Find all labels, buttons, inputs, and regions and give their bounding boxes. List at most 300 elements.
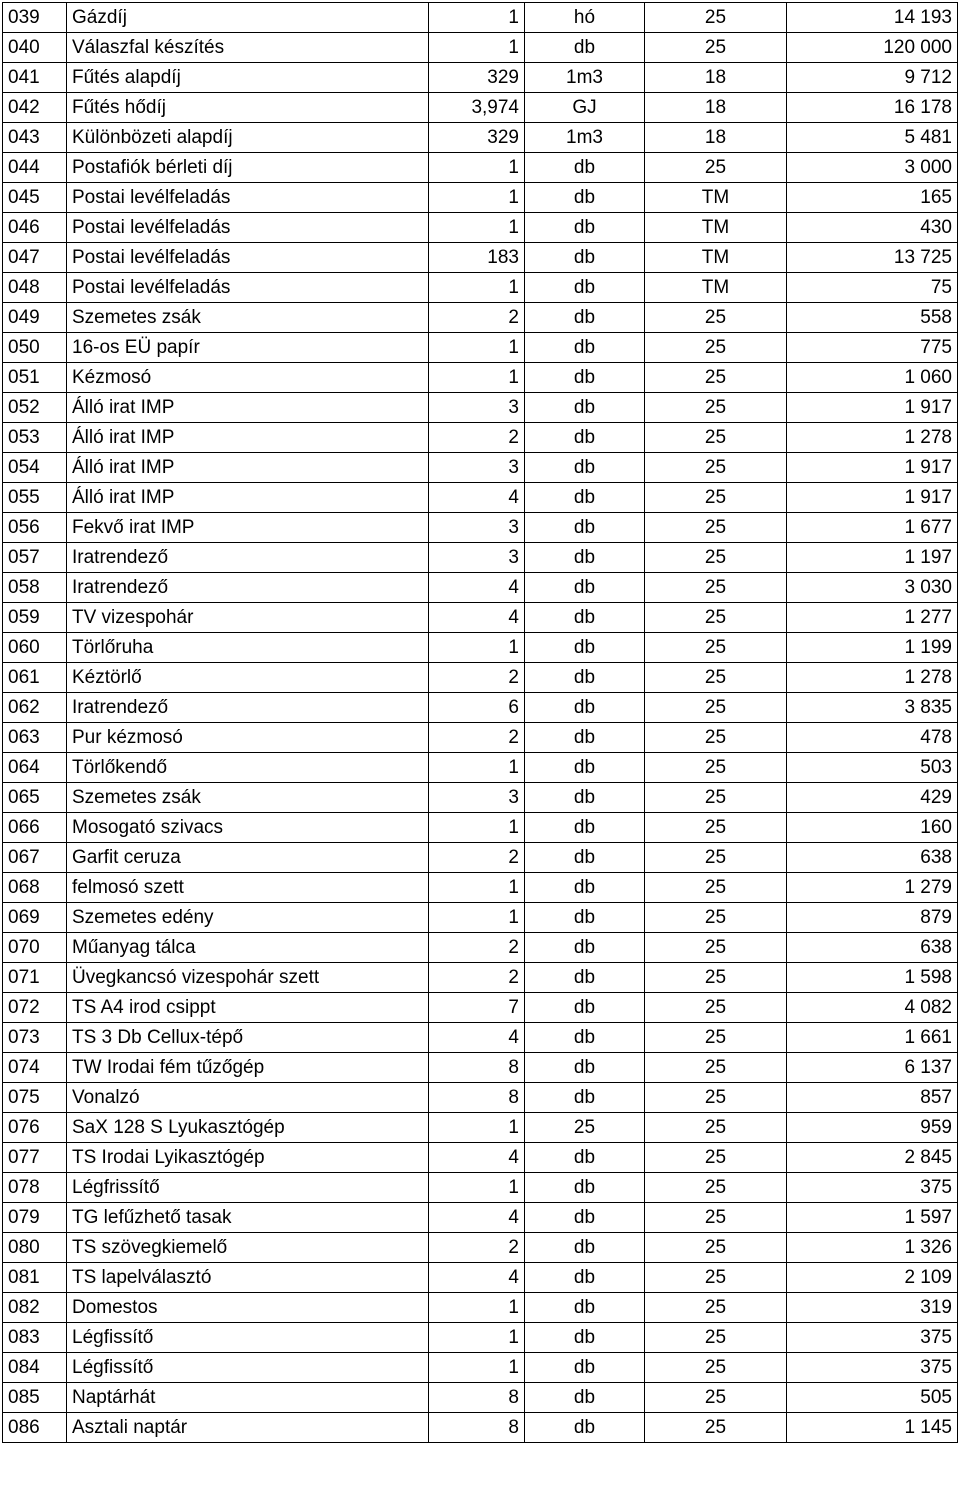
item-name-cell: Kéztörlő <box>67 663 429 693</box>
item-code-cell: 039 <box>3 3 67 33</box>
item-name-cell: Iratrendező <box>67 693 429 723</box>
amount-cell: 1 661 <box>787 1023 958 1053</box>
quantity-cell: 4 <box>429 1203 525 1233</box>
quantity-cell: 183 <box>429 243 525 273</box>
unit-cell: db <box>525 423 645 453</box>
quantity-cell: 8 <box>429 1053 525 1083</box>
table-row <box>3 303 958 333</box>
unit-cell: db <box>525 1293 645 1323</box>
quantity-cell: 4 <box>429 573 525 603</box>
item-name-cell: TS 3 Db Cellux-tépő <box>67 1023 429 1053</box>
vat-rate-cell: 25 <box>645 513 787 543</box>
quantity-cell: 1 <box>429 903 525 933</box>
vat-rate-cell: 25 <box>645 783 787 813</box>
vat-rate-cell: 25 <box>645 753 787 783</box>
unit-cell: db <box>525 1233 645 1263</box>
vat-rate-cell: 25 <box>645 663 787 693</box>
unit-cell: db <box>525 1383 645 1413</box>
item-name-cell: Szemetes zsák <box>67 783 429 813</box>
unit-cell: db <box>525 243 645 273</box>
unit-cell: db <box>525 1203 645 1233</box>
item-code-cell: 043 <box>3 123 67 153</box>
amount-cell: 1 145 <box>787 1413 958 1443</box>
item-code-cell: 040 <box>3 33 67 63</box>
item-code-cell: 053 <box>3 423 67 453</box>
amount-cell: 2 109 <box>787 1263 958 1293</box>
unit-cell: db <box>525 603 645 633</box>
item-code-cell: 065 <box>3 783 67 813</box>
amount-cell: 505 <box>787 1383 958 1413</box>
unit-cell: db <box>525 843 645 873</box>
table-row <box>3 1143 958 1173</box>
unit-cell: db <box>525 933 645 963</box>
table-row <box>3 1293 958 1323</box>
item-code-cell: 057 <box>3 543 67 573</box>
item-name-cell: Szemetes edény <box>67 903 429 933</box>
table-row <box>3 213 958 243</box>
table-row <box>3 813 958 843</box>
quantity-cell: 4 <box>429 483 525 513</box>
vat-rate-cell: 25 <box>645 303 787 333</box>
table-row <box>3 1413 958 1443</box>
quantity-cell: 1 <box>429 1293 525 1323</box>
amount-cell: 503 <box>787 753 958 783</box>
item-name-cell: Kézmosó <box>67 363 429 393</box>
unit-cell: hó <box>525 3 645 33</box>
item-name-cell: TS Irodai Lyikasztógép <box>67 1143 429 1173</box>
table-row <box>3 783 958 813</box>
item-code-cell: 047 <box>3 243 67 273</box>
unit-cell: db <box>525 513 645 543</box>
item-name-cell: Postai levélfeladás <box>67 183 429 213</box>
quantity-cell: 1 <box>429 1173 525 1203</box>
item-name-cell: Fűtés alapdíj <box>67 63 429 93</box>
amount-cell: 1 917 <box>787 453 958 483</box>
table-row <box>3 423 958 453</box>
amount-cell: 375 <box>787 1173 958 1203</box>
item-code-cell: 067 <box>3 843 67 873</box>
vat-rate-cell: 25 <box>645 1023 787 1053</box>
item-code-cell: 052 <box>3 393 67 423</box>
quantity-cell: 6 <box>429 693 525 723</box>
vat-rate-cell: 25 <box>645 363 787 393</box>
quantity-cell: 1 <box>429 633 525 663</box>
table-row <box>3 1053 958 1083</box>
quantity-cell: 1 <box>429 363 525 393</box>
table-row <box>3 1173 958 1203</box>
vat-rate-cell: 25 <box>645 153 787 183</box>
table-row <box>3 273 958 303</box>
vat-rate-cell: 25 <box>645 1263 787 1293</box>
item-name-cell: Fűtés hődíj <box>67 93 429 123</box>
vat-rate-cell: 25 <box>645 483 787 513</box>
unit-cell: db <box>525 903 645 933</box>
table-row <box>3 453 958 483</box>
quantity-cell: 1 <box>429 1353 525 1383</box>
item-name-cell: Álló irat IMP <box>67 393 429 423</box>
item-name-cell: Postai levélfeladás <box>67 273 429 303</box>
unit-cell: db <box>525 783 645 813</box>
quantity-cell: 1 <box>429 273 525 303</box>
amount-cell: 775 <box>787 333 958 363</box>
item-name-cell: TW Irodai fém tűzőgép <box>67 1053 429 1083</box>
vat-rate-cell: 25 <box>645 633 787 663</box>
quantity-cell: 2 <box>429 723 525 753</box>
item-code-cell: 068 <box>3 873 67 903</box>
item-code-cell: 084 <box>3 1353 67 1383</box>
unit-cell: db <box>525 273 645 303</box>
item-name-cell: felmosó szett <box>67 873 429 903</box>
item-code-cell: 048 <box>3 273 67 303</box>
quantity-cell: 2 <box>429 963 525 993</box>
table-row <box>3 123 958 153</box>
vat-rate-cell: 18 <box>645 93 787 123</box>
unit-cell: db <box>525 1173 645 1203</box>
amount-cell: 1 197 <box>787 543 958 573</box>
item-code-cell: 074 <box>3 1053 67 1083</box>
table-row <box>3 903 958 933</box>
quantity-cell: 3,974 <box>429 93 525 123</box>
amount-cell: 319 <box>787 1293 958 1323</box>
vat-rate-cell: 25 <box>645 543 787 573</box>
item-code-cell: 066 <box>3 813 67 843</box>
item-code-cell: 080 <box>3 1233 67 1263</box>
table-row <box>3 333 958 363</box>
item-name-cell: Asztali naptár <box>67 1413 429 1443</box>
quantity-cell: 3 <box>429 513 525 543</box>
item-code-cell: 069 <box>3 903 67 933</box>
item-code-cell: 049 <box>3 303 67 333</box>
amount-cell: 558 <box>787 303 958 333</box>
vat-rate-cell: 25 <box>645 693 787 723</box>
unit-cell: db <box>525 1323 645 1353</box>
item-code-cell: 071 <box>3 963 67 993</box>
item-code-cell: 062 <box>3 693 67 723</box>
unit-cell: db <box>525 693 645 723</box>
amount-cell: 478 <box>787 723 958 753</box>
table-row <box>3 873 958 903</box>
unit-cell: db <box>525 393 645 423</box>
amount-cell: 1 277 <box>787 603 958 633</box>
amount-cell: 879 <box>787 903 958 933</box>
item-code-cell: 070 <box>3 933 67 963</box>
item-code-cell: 073 <box>3 1023 67 1053</box>
quantity-cell: 3 <box>429 453 525 483</box>
table-row <box>3 393 958 423</box>
vat-rate-cell: 25 <box>645 1233 787 1263</box>
expense-table <box>2 2 958 1443</box>
unit-cell: db <box>525 303 645 333</box>
quantity-cell: 4 <box>429 1023 525 1053</box>
item-name-cell: SaX 128 S Lyukasztógép <box>67 1113 429 1143</box>
unit-cell: db <box>525 363 645 393</box>
quantity-cell: 2 <box>429 663 525 693</box>
item-name-cell: Válaszfal készítés <box>67 33 429 63</box>
quantity-cell: 329 <box>429 123 525 153</box>
unit-cell: db <box>525 213 645 243</box>
item-name-cell: Pur kézmosó <box>67 723 429 753</box>
vat-rate-cell: 25 <box>645 1143 787 1173</box>
table-row <box>3 513 958 543</box>
item-code-cell: 056 <box>3 513 67 543</box>
unit-cell: db <box>525 33 645 63</box>
vat-rate-cell: 25 <box>645 873 787 903</box>
item-name-cell: Műanyag tálca <box>67 933 429 963</box>
vat-rate-cell: 25 <box>645 933 787 963</box>
unit-cell: db <box>525 153 645 183</box>
item-name-cell: Postai levélfeladás <box>67 243 429 273</box>
unit-cell: GJ <box>525 93 645 123</box>
table-row <box>3 1383 958 1413</box>
unit-cell: db <box>525 993 645 1023</box>
amount-cell: 375 <box>787 1323 958 1353</box>
unit-cell: db <box>525 1083 645 1113</box>
table-row <box>3 243 958 273</box>
item-name-cell: Légfissítő <box>67 1353 429 1383</box>
vat-rate-cell: 25 <box>645 903 787 933</box>
unit-cell: db <box>525 333 645 363</box>
quantity-cell: 1 <box>429 873 525 903</box>
item-name-cell: Naptárhát <box>67 1383 429 1413</box>
vat-rate-cell: 25 <box>645 1173 787 1203</box>
table-row <box>3 183 958 213</box>
table-row <box>3 603 958 633</box>
amount-cell: 3 000 <box>787 153 958 183</box>
unit-cell: db <box>525 483 645 513</box>
vat-rate-cell: 25 <box>645 393 787 423</box>
item-name-cell: Üvegkancsó vizespohár szett <box>67 963 429 993</box>
table-row <box>3 3 958 33</box>
item-code-cell: 059 <box>3 603 67 633</box>
amount-cell: 120 000 <box>787 33 958 63</box>
amount-cell: 1 326 <box>787 1233 958 1263</box>
vat-rate-cell: 25 <box>645 1413 787 1443</box>
vat-rate-cell: TM <box>645 183 787 213</box>
item-code-cell: 064 <box>3 753 67 783</box>
vat-rate-cell: 18 <box>645 123 787 153</box>
table-row <box>3 963 958 993</box>
table-row <box>3 1233 958 1263</box>
vat-rate-cell: 25 <box>645 1113 787 1143</box>
quantity-cell: 1 <box>429 183 525 213</box>
unit-cell: 1m3 <box>525 123 645 153</box>
table-row <box>3 1113 958 1143</box>
item-name-cell: TV vizespohár <box>67 603 429 633</box>
item-name-cell: Álló irat IMP <box>67 483 429 513</box>
amount-cell: 1 278 <box>787 663 958 693</box>
table-row <box>3 483 958 513</box>
quantity-cell: 2 <box>429 843 525 873</box>
vat-rate-cell: TM <box>645 273 787 303</box>
quantity-cell: 8 <box>429 1413 525 1443</box>
unit-cell: db <box>525 813 645 843</box>
item-name-cell: Szemetes zsák <box>67 303 429 333</box>
quantity-cell: 1 <box>429 3 525 33</box>
vat-rate-cell: 25 <box>645 423 787 453</box>
item-name-cell: Fekvő irat IMP <box>67 513 429 543</box>
item-code-cell: 055 <box>3 483 67 513</box>
unit-cell: db <box>525 753 645 783</box>
quantity-cell: 1 <box>429 1323 525 1353</box>
item-code-cell: 079 <box>3 1203 67 1233</box>
item-name-cell: TS szövegkiemelő <box>67 1233 429 1263</box>
unit-cell: db <box>525 663 645 693</box>
amount-cell: 16 178 <box>787 93 958 123</box>
quantity-cell: 1 <box>429 813 525 843</box>
quantity-cell: 1 <box>429 1113 525 1143</box>
quantity-cell: 3 <box>429 543 525 573</box>
unit-cell: db <box>525 543 645 573</box>
vat-rate-cell: 25 <box>645 1203 787 1233</box>
amount-cell: 638 <box>787 843 958 873</box>
quantity-cell: 1 <box>429 753 525 783</box>
item-code-cell: 058 <box>3 573 67 603</box>
vat-rate-cell: 18 <box>645 63 787 93</box>
item-name-cell: Gázdíj <box>67 3 429 33</box>
item-name-cell: TS A4 irod csippt <box>67 993 429 1023</box>
amount-cell: 1 060 <box>787 363 958 393</box>
vat-rate-cell: 25 <box>645 603 787 633</box>
unit-cell: db <box>525 723 645 753</box>
amount-cell: 4 082 <box>787 993 958 1023</box>
vat-rate-cell: TM <box>645 213 787 243</box>
quantity-cell: 4 <box>429 1143 525 1173</box>
item-name-cell: TG lefűzhető tasak <box>67 1203 429 1233</box>
unit-cell: db <box>525 1263 645 1293</box>
table-row <box>3 723 958 753</box>
item-name-cell: Postafiók bérleti díj <box>67 153 429 183</box>
amount-cell: 429 <box>787 783 958 813</box>
item-name-cell: Iratrendező <box>67 573 429 603</box>
quantity-cell: 1 <box>429 333 525 363</box>
quantity-cell: 329 <box>429 63 525 93</box>
quantity-cell: 1 <box>429 153 525 183</box>
table-row <box>3 1083 958 1113</box>
amount-cell: 1 598 <box>787 963 958 993</box>
item-name-cell: Törlőkendő <box>67 753 429 783</box>
quantity-cell: 2 <box>429 933 525 963</box>
item-code-cell: 085 <box>3 1383 67 1413</box>
amount-cell: 1 597 <box>787 1203 958 1233</box>
item-code-cell: 086 <box>3 1413 67 1443</box>
vat-rate-cell: 25 <box>645 963 787 993</box>
item-code-cell: 042 <box>3 93 67 123</box>
table-row <box>3 63 958 93</box>
amount-cell: 1 917 <box>787 483 958 513</box>
amount-cell: 375 <box>787 1353 958 1383</box>
item-code-cell: 050 <box>3 333 67 363</box>
item-code-cell: 077 <box>3 1143 67 1173</box>
vat-rate-cell: 25 <box>645 33 787 63</box>
table-row <box>3 573 958 603</box>
amount-cell: 638 <box>787 933 958 963</box>
table-row <box>3 363 958 393</box>
table-row <box>3 1263 958 1293</box>
item-name-cell: 16-os EÜ papír <box>67 333 429 363</box>
quantity-cell: 2 <box>429 423 525 453</box>
vat-rate-cell: 25 <box>645 993 787 1023</box>
item-name-cell: Vonalzó <box>67 1083 429 1113</box>
quantity-cell: 8 <box>429 1383 525 1413</box>
amount-cell: 2 845 <box>787 1143 958 1173</box>
item-code-cell: 045 <box>3 183 67 213</box>
table-row <box>3 843 958 873</box>
amount-cell: 1 677 <box>787 513 958 543</box>
item-code-cell: 082 <box>3 1293 67 1323</box>
amount-cell: 3 835 <box>787 693 958 723</box>
item-code-cell: 075 <box>3 1083 67 1113</box>
table-row <box>3 543 958 573</box>
table-row <box>3 1323 958 1353</box>
quantity-cell: 1 <box>429 213 525 243</box>
table-row <box>3 93 958 123</box>
quantity-cell: 4 <box>429 1263 525 1293</box>
item-code-cell: 063 <box>3 723 67 753</box>
unit-cell: db <box>525 453 645 483</box>
item-code-cell: 078 <box>3 1173 67 1203</box>
table-row <box>3 633 958 663</box>
quantity-cell: 1 <box>429 33 525 63</box>
item-name-cell: Különbözeti alapdíj <box>67 123 429 153</box>
amount-cell: 9 712 <box>787 63 958 93</box>
unit-cell: db <box>525 1143 645 1173</box>
item-name-cell: Postai levélfeladás <box>67 213 429 243</box>
amount-cell: 160 <box>787 813 958 843</box>
unit-cell: 25 <box>525 1113 645 1143</box>
amount-cell: 13 725 <box>787 243 958 273</box>
unit-cell: db <box>525 1413 645 1443</box>
item-name-cell: Álló irat IMP <box>67 453 429 483</box>
expense-table-body <box>3 3 958 1443</box>
item-code-cell: 060 <box>3 633 67 663</box>
vat-rate-cell: 25 <box>645 1053 787 1083</box>
amount-cell: 14 193 <box>787 3 958 33</box>
item-code-cell: 061 <box>3 663 67 693</box>
table-row <box>3 933 958 963</box>
table-row <box>3 1203 958 1233</box>
unit-cell: db <box>525 873 645 903</box>
unit-cell: db <box>525 1353 645 1383</box>
vat-rate-cell: 25 <box>645 723 787 753</box>
unit-cell: db <box>525 633 645 663</box>
quantity-cell: 8 <box>429 1083 525 1113</box>
unit-cell: 1m3 <box>525 63 645 93</box>
item-code-cell: 054 <box>3 453 67 483</box>
item-name-cell: Iratrendező <box>67 543 429 573</box>
amount-cell: 1 278 <box>787 423 958 453</box>
vat-rate-cell: 25 <box>645 3 787 33</box>
vat-rate-cell: 25 <box>645 1353 787 1383</box>
unit-cell: db <box>525 1023 645 1053</box>
item-code-cell: 081 <box>3 1263 67 1293</box>
amount-cell: 5 481 <box>787 123 958 153</box>
vat-rate-cell: TM <box>645 243 787 273</box>
item-code-cell: 044 <box>3 153 67 183</box>
vat-rate-cell: 25 <box>645 1293 787 1323</box>
amount-cell: 75 <box>787 273 958 303</box>
amount-cell: 1 199 <box>787 633 958 663</box>
amount-cell: 3 030 <box>787 573 958 603</box>
unit-cell: db <box>525 183 645 213</box>
vat-rate-cell: 25 <box>645 813 787 843</box>
vat-rate-cell: 25 <box>645 573 787 603</box>
amount-cell: 1 279 <box>787 873 958 903</box>
amount-cell: 430 <box>787 213 958 243</box>
vat-rate-cell: 25 <box>645 1383 787 1413</box>
amount-cell: 959 <box>787 1113 958 1143</box>
item-name-cell: Mosogató szivacs <box>67 813 429 843</box>
quantity-cell: 4 <box>429 603 525 633</box>
